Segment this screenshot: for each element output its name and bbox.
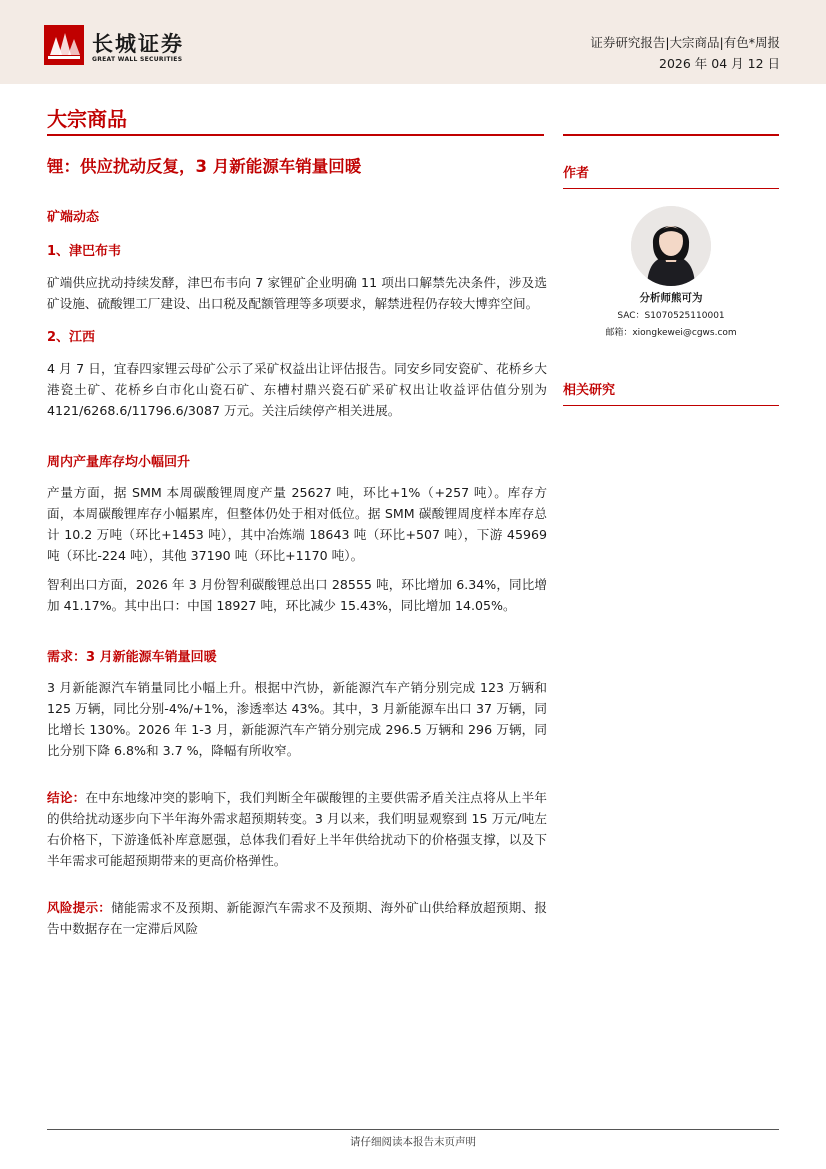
conclusion-label: 结论： <box>47 790 86 805</box>
related-heading: 相关研究 <box>563 383 616 398</box>
logo-english-text: GREAT WALL SECURITIES <box>92 56 183 63</box>
footer-divider <box>47 1129 779 1130</box>
author-panel <box>563 162 779 342</box>
footer-disclaimer: 请仔细阅读本报告末页声明 <box>350 1136 476 1148</box>
report-date: 2026 年 04 月 12 日 <box>659 56 780 71</box>
analyst-avatar <box>631 206 711 286</box>
risk-label: 风险提示： <box>47 900 112 915</box>
title-divider <box>47 134 544 136</box>
inventory-paragraph: 产量方面，据 SMM 本周碳酸锂周度产量 25627 吨，环比+1%（+257 吨）。库存方面，本周碳酸锂库存小幅累库，但整体仍处于相对低位。据 SMM 碳酸锂周度样本库存总计 10.2 万吨（环比+1453 吨），其中冶炼端 18643 吨（环比+507 吨），下游 45969 吨（环比-224 吨），其他 37190 吨（环比+1170 吨）。 <box>47 485 547 563</box>
analyst-photo-icon <box>631 206 711 286</box>
chile-export-paragraph: 智利出口方面，2026 年 3 月份智利碳酸锂总出口 28555 吨，环比增加 6.34%，同比增加 41.17%。其中出口：中国 18927 吨，环比减少 15.43%，同比增加 14.05%。 <box>47 577 547 613</box>
conclusion-text: 在中东地缘冲突的影响下，我们判断全年碳酸锂的主要供需矛盾关注点将从上半年的供给扰动逐步向下半年海外需求超预期转变。3 月以来，我们明显观察到 15 万元/吨左右价格下，下游逢低补库意愿强，总体我们看好上半年供给扰动下的价格强支撑，以及下半年需求可能超预期带来的更高价格弹性。 <box>47 790 548 868</box>
jiangxi-heading: 2、江西 <box>47 330 96 345</box>
section-title: 大宗商品 <box>47 107 127 131</box>
author-divider <box>563 188 779 189</box>
related-research-panel <box>563 379 779 406</box>
great-wall-logo-icon <box>44 25 84 65</box>
zimbabwe-heading: 1、津巴布韦 <box>47 244 122 259</box>
page-header <box>0 0 826 84</box>
zimbabwe-paragraph: 矿端供应扰动持续发酵，津巴布韦向 7 家锂矿企业明确 11 项出口解禁先决条件，涉及选矿设施、硫酸锂工厂建设、出口税及配额管理等多项要求，解禁进程仍存较大博弈空间。 <box>47 275 547 311</box>
related-divider <box>563 405 779 406</box>
analyst-name: 分析师熊可为 <box>639 292 703 304</box>
demand-paragraph: 3 月新能源汽车销量同比小幅上升。根据中汽协，新能源汽车产销分别完成 123 万辆和 125 万辆，同比分别-4%/+1%，渗透率达 43%。其中，3 月新能源车出口 37 万辆，同比增长 130%。2026 年 1-3 月，新能源汽车产销分别完成 296.5 万辆和 296 万辆，同比分别下降 6.8%和 3.7 %，降幅有所收窄。 <box>47 680 547 758</box>
analyst-email[interactable]: 邮箱：xiongkewei@cgws.com <box>605 328 737 338</box>
demand-heading: 需求：3 月新能源车销量回暖 <box>47 650 217 665</box>
sidebar-divider <box>563 134 779 136</box>
risk-paragraph <box>47 897 547 939</box>
report-type: 证券研究报告|大宗商品|有色*周报 <box>590 35 780 50</box>
conclusion-paragraph <box>47 787 547 871</box>
inventory-heading: 周内产量库存均小幅回升 <box>47 455 191 470</box>
main-content <box>47 206 547 939</box>
jiangxi-paragraph: 4 月 7 日，宜春四家锂云母矿公示了采矿权益出让评估报告。同安乡同安瓷矿、花桥乡大港瓷土矿、花桥乡白市化山瓷石矿、东槽村鼎兴瓷石矿采矿权出让收益评估值分别为 4121/6268.6/11796.6/3087 万元。关注后续停产相关进展。 <box>47 361 547 418</box>
analyst-sac: SAC：S1070525110001 <box>617 311 725 321</box>
mine-heading: 矿端动态 <box>47 210 100 225</box>
risk-text: 储能需求不及预期、新能源汽车需求不及预期、海外矿山供给释放超预期、报告中数据存在一定滞后风险 <box>47 900 548 936</box>
author-heading: 作者 <box>563 166 590 181</box>
logo-text: 长城证券 <box>92 32 184 56</box>
report-title: 锂：供应扰动反复，3 月新能源车销量回暖 <box>47 157 362 176</box>
report-meta <box>590 32 780 74</box>
